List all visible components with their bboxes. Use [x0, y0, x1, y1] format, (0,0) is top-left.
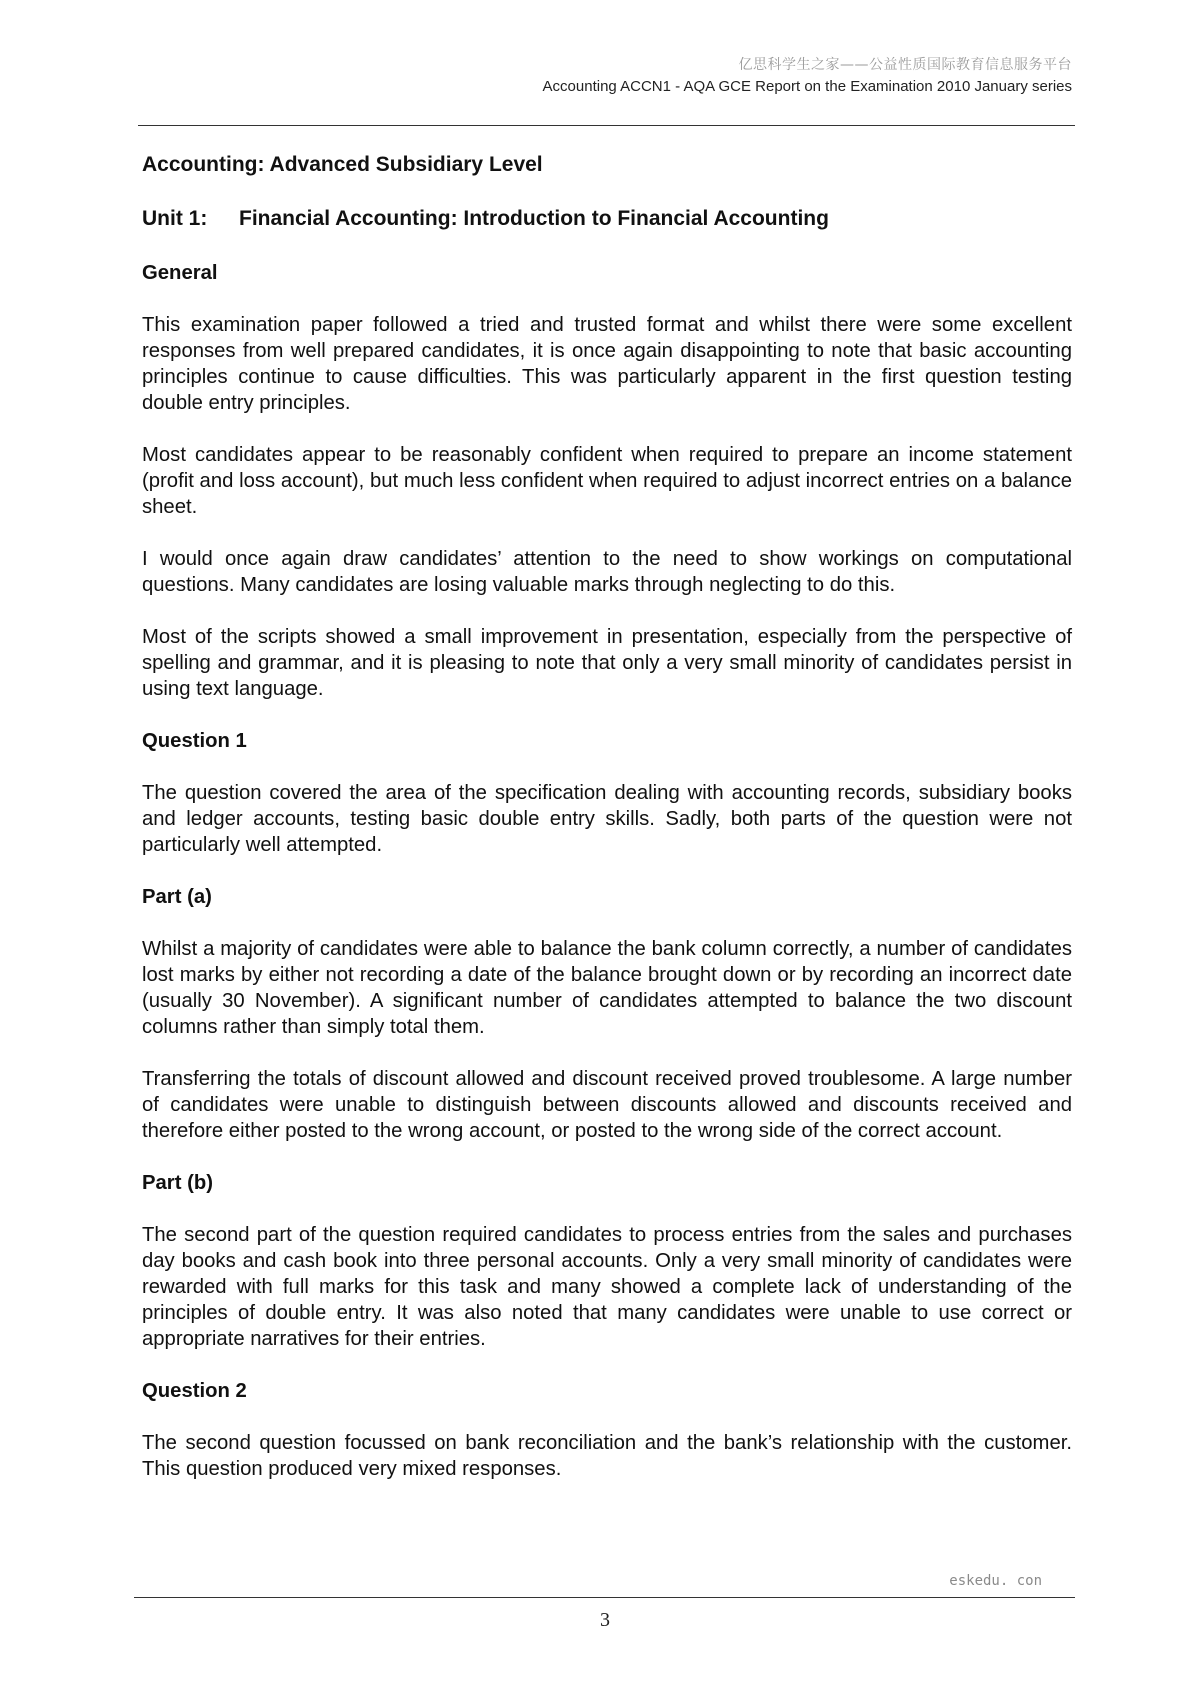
unit-heading: [142, 206, 1072, 232]
unit-number: Unit 1:: [142, 207, 208, 230]
paragraph: I would once again draw candidates’ attention to the need to show workings on computational questions. Many candidates are losing valuable marks through neglecting to do this.: [142, 548, 1072, 596]
subsection-heading: Part (b): [142, 1172, 213, 1194]
subsection-heading: Part (a): [142, 886, 212, 908]
page-number: 3: [600, 1609, 610, 1631]
unit-title: Financial Accounting: Introduction to Financial Accounting: [239, 207, 829, 230]
paragraph: The second part of the question required candidates to process entries from the sales and purchases day books and cash book into three personal accounts. Only a very small minority of candidates were rewarded with full marks for this task and many showed a complete lack of understanding of the principles of double entry. It was also noted that many candidates were unable to use correct or appropriate narratives for their entries.: [142, 1224, 1072, 1350]
paragraph: The question covered the area of the specification dealing with accounting records, subsidiary books and ledger accounts, testing basic double entry skills. Sadly, both parts of the question were not particularly well attempted.: [142, 782, 1072, 856]
document-body: [142, 152, 1072, 1508]
header-watermark: 亿思科学生之家——公益性质国际教育信息服务平台: [738, 57, 1072, 73]
section-question-2: [142, 1378, 1072, 1482]
footer-divider: [134, 1597, 1075, 1598]
paragraph: Most candidates appear to be reasonably confident when required to prepare an income statement (profit and loss account), but much less confident when required to adjust incorrect entries on a balance sheet.: [142, 444, 1072, 518]
header-divider: [138, 125, 1075, 126]
section-heading: General: [142, 262, 218, 284]
section-heading: Question 2: [142, 1380, 247, 1402]
footer-source-text: eskedu. con: [949, 1573, 1042, 1589]
section-general: [142, 260, 1072, 702]
running-header-title: Accounting ACCN1 - AQA GCE Report on the Examination 2010 January series: [542, 78, 1072, 95]
paragraph: The second question focussed on bank reconciliation and the bank’s relationship with the customer. This question produced very mixed responses.: [142, 1432, 1072, 1480]
paragraph: Most of the scripts showed a small improvement in presentation, especially from the perspective of spelling and grammar, and it is pleasing to note that only a very small minority of candidates persist in using text language.: [142, 626, 1072, 700]
level-heading: Accounting: Advanced Subsidiary Level: [142, 153, 543, 176]
paragraph: Transferring the totals of discount allowed and discount received proved troublesome. A large number of candidates were unable to distinguish between discounts allowed and discounts received and therefore either posted to the wrong account, or posted to the wrong side of the correct account.: [142, 1068, 1072, 1142]
section-heading: Question 1: [142, 730, 247, 752]
paragraph: Whilst a majority of candidates were able to balance the bank column correctly, a number of candidates lost marks by either not recording a date of the balance brought down or by recording an incorrect date (usually 30 November). A significant number of candidates attempted to balance the two discount columns rather than simply total them.: [142, 938, 1072, 1038]
section-question-1: [142, 728, 1072, 1352]
paragraph: This examination paper followed a tried and trusted format and whilst there were some excellent responses from well prepared candidates, it is once again disappointing to note that basic accounting principles continue to cause difficulties. This was particularly apparent in the first question testing double entry principles.: [142, 314, 1072, 414]
